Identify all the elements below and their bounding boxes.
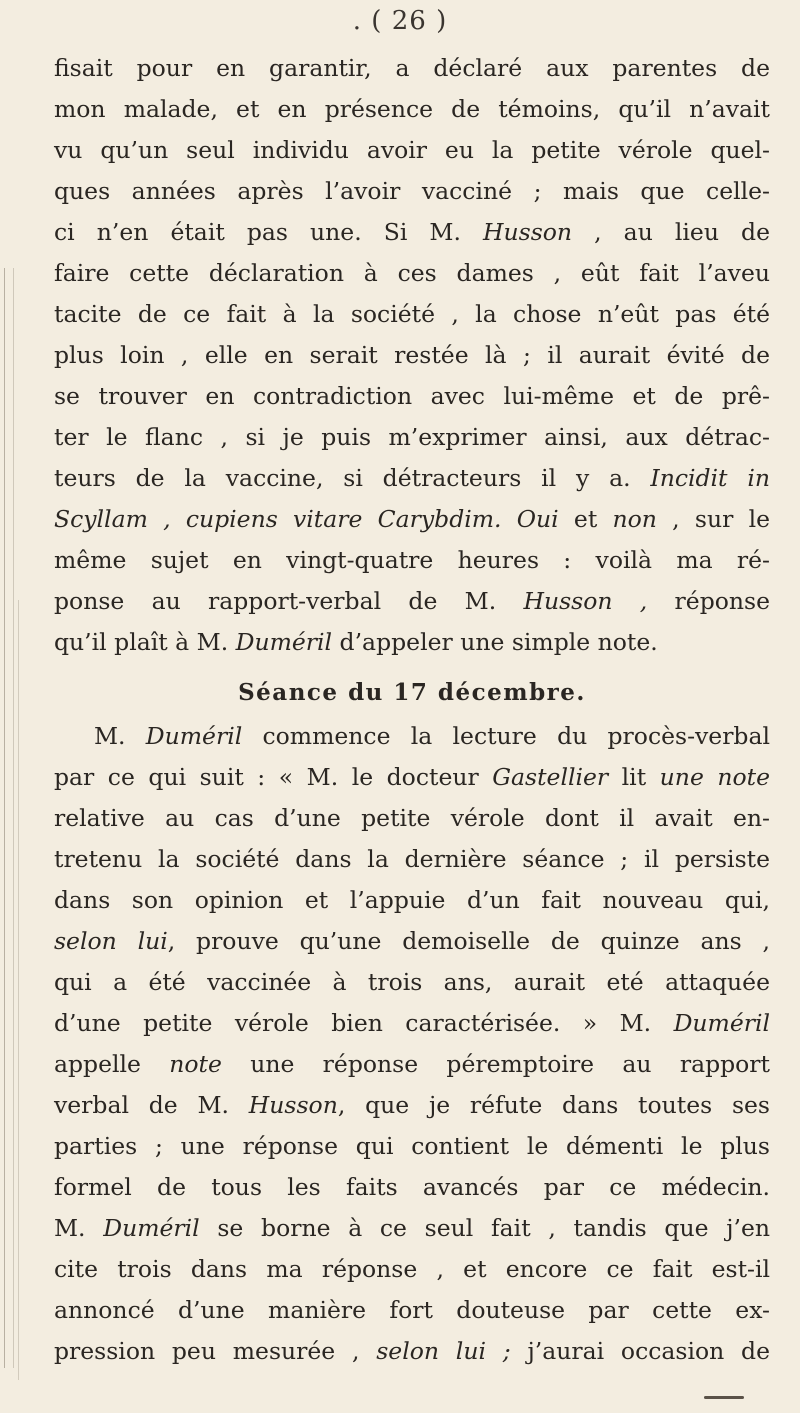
text-line: ci n’en était pas une. Si M. Husson , au lieu de: [54, 218, 770, 246]
binding-edge-inner: [18, 600, 19, 1380]
text-line: annoncé d’une manière fort douteuse par cette ex-: [54, 1296, 770, 1324]
text-line: formel de tous les faits avancés par ce médecin.: [54, 1173, 770, 1201]
text-line: par ce qui suit : « M. le docteur Gastellier lit une note: [54, 763, 771, 791]
text-line: selon lui, prouve qu’une demoiselle de quinze ans ,: [54, 927, 770, 955]
text-line: cite trois dans ma réponse , et encore ce fait est-il: [54, 1255, 770, 1283]
text-line: plus loin , elle en serait restée là ; il aurait évité de: [54, 341, 770, 369]
text-line: tretenu la société dans la dernière séance ; il persiste: [54, 845, 770, 873]
text-line: appelle note une réponse péremptoire au rapport: [54, 1050, 770, 1078]
text-line: relative au cas d’une petite vérole dont il avait en-: [54, 804, 770, 832]
text-line: fisait pour en garantir, a déclaré aux parentes de: [54, 54, 770, 82]
paragraph-1: [54, 48, 770, 663]
text-line: mon malade, et en présence de témoins, qu’il n’avait: [54, 95, 770, 123]
text-line: ponse au rapport-verbal de M. Husson , réponse: [54, 587, 770, 615]
ink-mark: [704, 1396, 744, 1399]
text-line: parties ; une réponse qui contient le démenti le plus: [54, 1132, 770, 1160]
text-line: verbal de M. Husson, que je réfute dans toutes ses: [54, 1091, 770, 1119]
text-line: qu’il plaît à M. Duméril d’appeler une simple note.: [54, 628, 658, 656]
paragraph-2: [54, 716, 770, 1372]
text-line: ques années après l’avoir vacciné ; mais que celle-: [54, 177, 770, 205]
body-text: [54, 48, 770, 1372]
text-line: ter le flanc , si je puis m’exprimer ainsi, aux détrac-: [54, 423, 770, 451]
text-line: teurs de la vaccine, si détracteurs il y a. Incidit in: [54, 464, 770, 492]
page-number: . ( 26 ): [352, 6, 448, 36]
text-line: d’une petite vérole bien caractérisée. » M. Duméril: [54, 1009, 770, 1037]
text-line: Scyllam , cupiens vitare Carybdim. Oui et non , sur le: [54, 505, 770, 533]
text-line: pression peu mesurée , selon lui ; j’aurai occasion de: [54, 1337, 770, 1365]
text-line: faire cette déclaration à ces dames , eût fait l’aveu: [54, 259, 770, 287]
text-line: même sujet en vingt-quatre heures : voilà ma ré-: [54, 546, 770, 574]
text-line: se trouver en contradiction avec lui-même et de prê-: [54, 382, 770, 410]
text-line: M. Duméril se borne à ce seul fait , tandis que j’en: [54, 1214, 770, 1242]
text-line: qui a été vaccinée à trois ans, aurait eté attaquée: [54, 968, 770, 996]
text-line: vu qu’un seul individu avoir eu la petite vérole quel-: [54, 136, 770, 164]
section-heading: Séance du 17 décembre.: [238, 679, 586, 706]
text-line: M. Duméril commence la lecture du procès-verbal: [94, 722, 770, 750]
binding-edge: [4, 268, 14, 1368]
text-line: dans son opinion et l’appuie d’un fait nouveau qui,: [54, 886, 770, 914]
text-line: tacite de ce fait à la société , la chose n’eût pas été: [54, 300, 770, 328]
